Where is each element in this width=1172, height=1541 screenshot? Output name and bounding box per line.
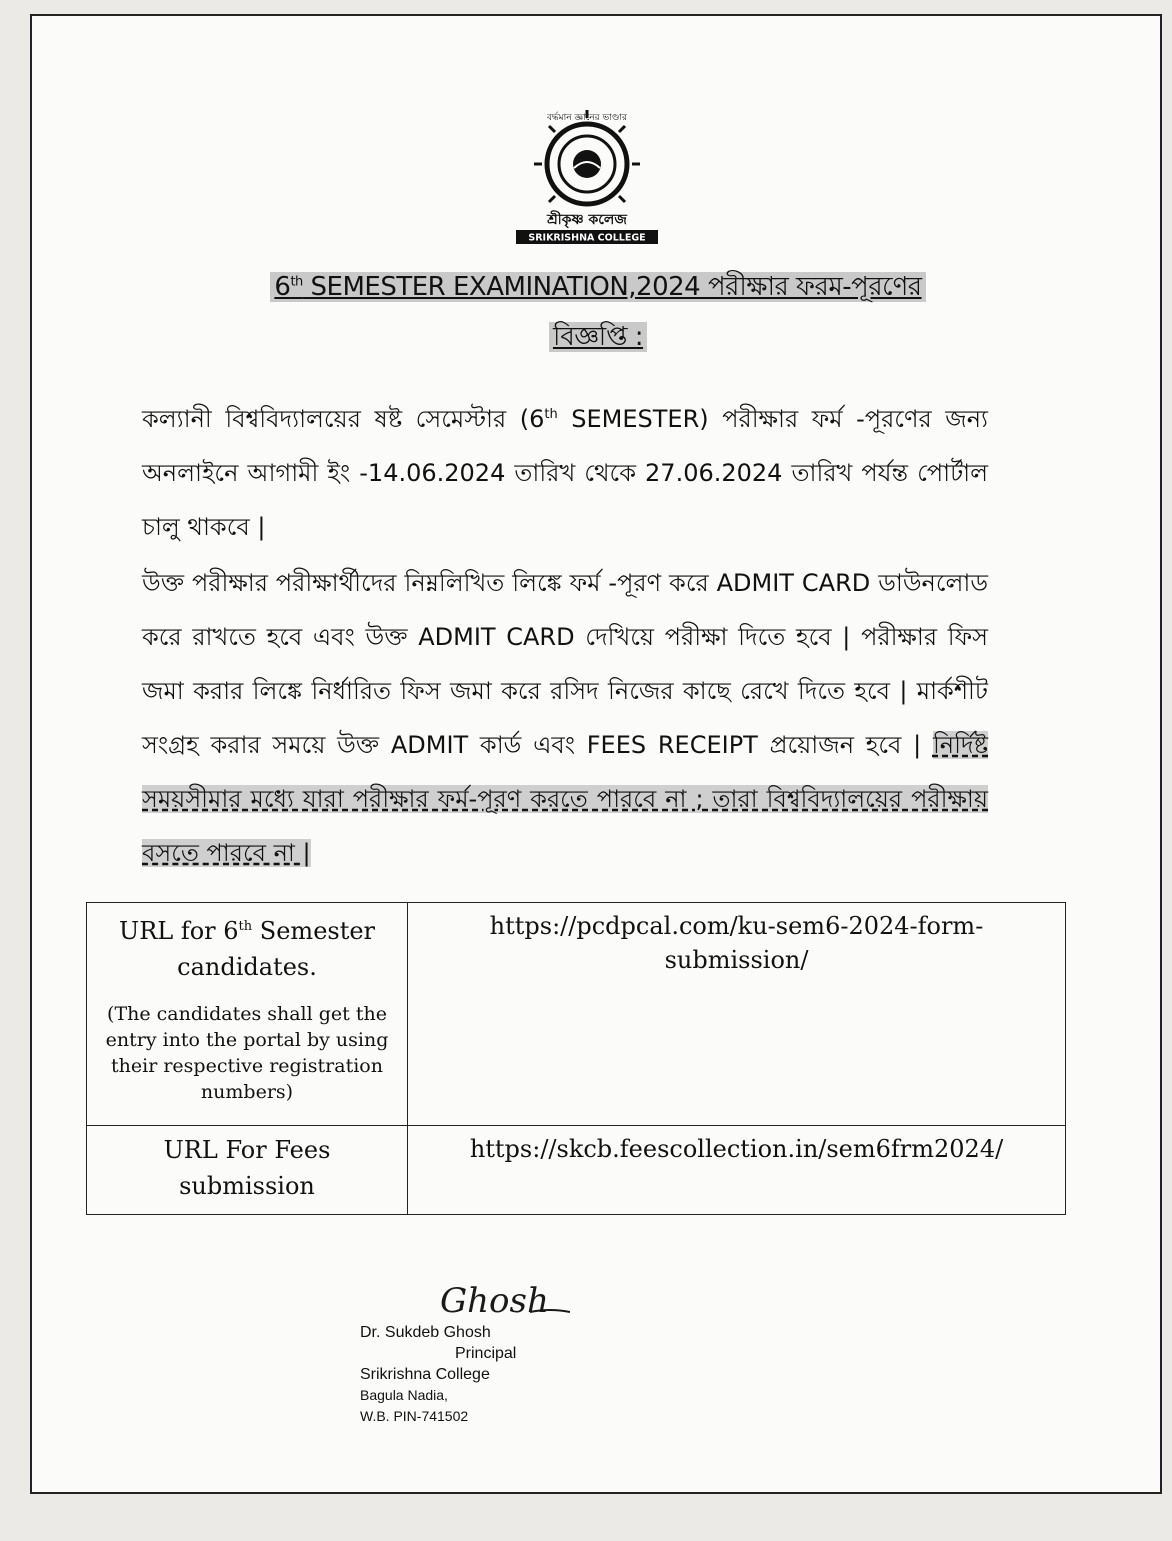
logo-name-bn: শ্রীকৃষ্ণ কলেজ [547, 212, 627, 228]
college-logo [502, 106, 672, 246]
table-row [87, 1126, 1066, 1215]
url-table [86, 902, 1066, 1215]
candidates-url-label: URL for 6th Semester candidates. [118, 917, 376, 981]
signatory-block [360, 1322, 516, 1427]
signatory-address1: Bagula Nadia, [360, 1387, 448, 1403]
notice-page [30, 14, 1162, 1494]
signatory-address2: W.B. PIN-741502 [360, 1408, 469, 1424]
notice-title-word: বিজ্ঞপ্তি : [549, 322, 647, 352]
paragraph1-text-b: SEMESTER) পরীক্ষার ফর্ম -পূরণের জন্য অনলাইনে আগামী ইং -14.06.2024 তারিখ থেকে 27.06.2024 তারিখ পর্যন্ত পোর্টাল চালু থাকবে | [142, 405, 988, 541]
paragraph-portal-dates [142, 388, 988, 554]
fees-url-label: URL For Fees submission [163, 1136, 331, 1200]
candidates-url-cell [408, 903, 1066, 1126]
paragraph1-sup: th [544, 407, 558, 422]
paragraph2-warning: নির্দিষ্ট সময়সীমার মধ্যে যারা পরীক্ষার ফর্ম-পূরণ করতে পারবে না ; তারা বিশ্ববিদ্যালয়ের পরীক্ষায় বসতে পারবে না | [142, 731, 988, 867]
paragraph2-text: উক্ত পরীক্ষার পরীক্ষার্থীদের নিম্নলিখিত লিঙ্কে ফর্ম -পূরণ করে ADMIT CARD ডাউনলোড করে রাখতে হবে এবং উক্ত ADMIT CARD দেখিয়ে পরীক্ষা দিতে হবে | পরীক্ষার ফিস জমা করার লিঙ্কে নির্ধারিত ফিস জমা করে রসিদ নিজের কাছে রেখে দিতে হবে | মার্কশীট সংগ্রহ করার সময়ে উক্ত ADMIT কার্ড এবং FEES RECEIPT প্রয়োজন হবে | [142, 569, 988, 759]
title-text: SEMESTER EXAMINATION,2024 পরীক্ষার ফরম-পূরণের [302, 272, 922, 302]
candidates-url-note: (The candidates shall get the entry into the portal by using their respective registration numbers) [105, 1003, 389, 1103]
form-submission-link[interactable]: https://pcdpcal.com/ku-sem6-2024-form-submission/ [489, 912, 984, 974]
signatory-college: Srikrishna College [360, 1366, 490, 1383]
title-sup: th [290, 274, 303, 290]
signatory-name: Dr. Sukdeb Ghosh [360, 1324, 491, 1341]
logo-name-en: SRIKRISHNA COLLEGE [528, 232, 646, 244]
title-sem-number: 6 [274, 272, 291, 302]
fees-url-cell [408, 1126, 1066, 1215]
candidates-url-label-cell [87, 903, 408, 1126]
logo-arc-text: বর্দ্ধমান জ্ঞানের ভাণ্ডার [547, 113, 627, 123]
paragraph1-text-a: কল্যানী বিশ্ববিদ্যালয়ের ষষ্ট সেমেস্টার (6 [142, 405, 545, 433]
fees-url-label-cell [87, 1126, 408, 1215]
fees-submission-link[interactable]: https://skcb.feescollection.in/sem6frm2024/ [469, 1135, 1004, 1163]
signatory-designation: Principal [455, 1345, 517, 1362]
table-row [87, 903, 1066, 1126]
paragraph-instructions [142, 556, 988, 880]
notice-title-line2 [32, 316, 1164, 360]
notice-title-line1 [32, 266, 1164, 310]
signature-handwriting: Ghosh [440, 1281, 549, 1321]
